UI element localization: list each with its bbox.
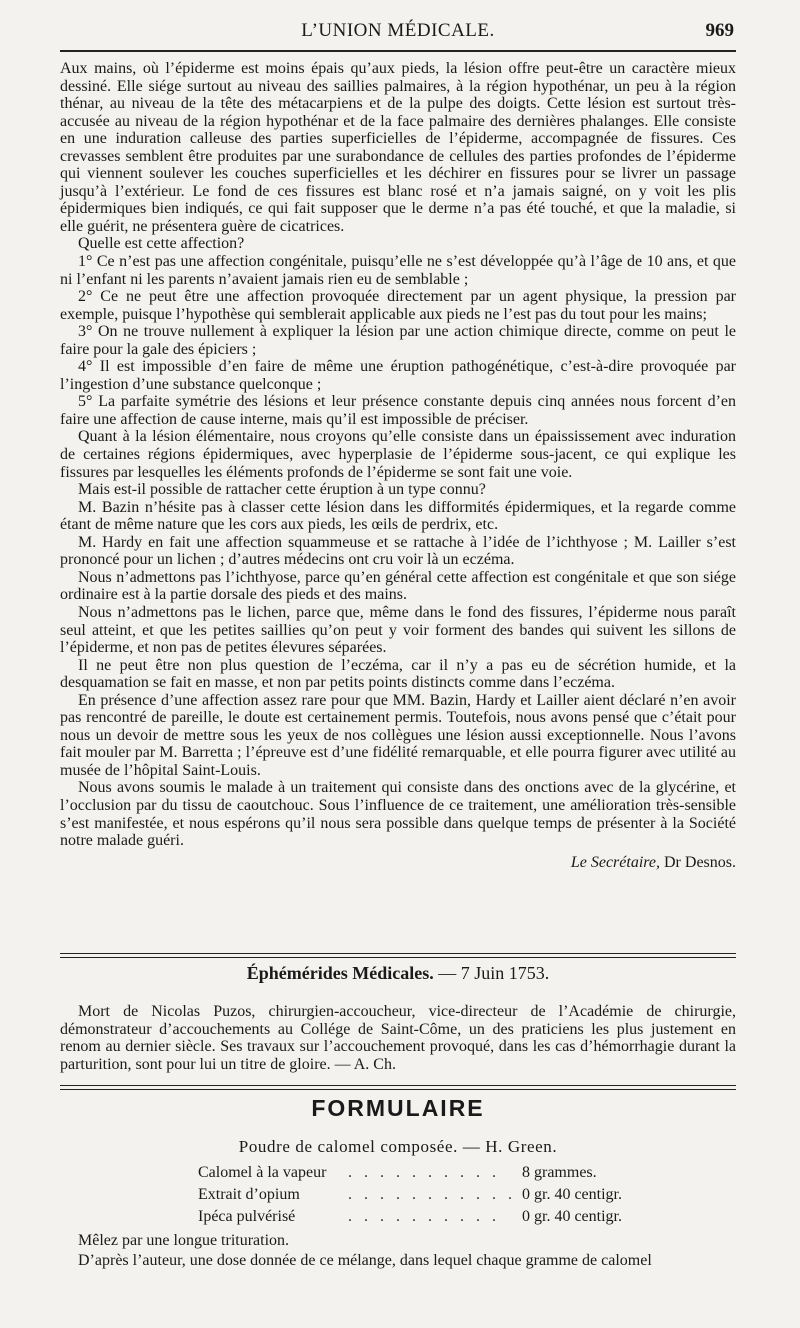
recipe-ingredients (198, 1162, 658, 1228)
ingredient-name: Extrait d’opium (198, 1186, 300, 1203)
leader-dots: . . . . . . . . . . (348, 1208, 500, 1225)
page-number: 969 (705, 20, 734, 41)
formulaire-title: FORMULAIRE (311, 1095, 485, 1121)
article-paragraph: Quant à la lésion élémentaire, nous croyons qu’elle consiste dans un épaississement avec induration de certaines régions épidermiques, avec hyperplasie de l’épiderme sous-jacent, ce qui explique les fissures par lesquelles les éléments profonds de l’épiderme se sont fait une voie. (60, 428, 736, 481)
article-paragraph: 3° On ne trouve nullement à expliquer la lésion par une action chimique directe, comme on peut le faire pour la gale des épiciers ; (60, 323, 736, 358)
ingredient-name: Calomel à la vapeur (198, 1164, 327, 1181)
ingredient-row (198, 1162, 658, 1184)
article-paragraph: Mais est-il possible de rattacher cette éruption à un type connu? (78, 481, 486, 499)
article-paragraph: 1° Ce n’est pas une affection congénitale, puisqu’elle ne s’est développée qu’à l’âge de 10 ans, et que ni l’enfant ni les parents n’avaient jamais rien eu de semblable ; (60, 253, 736, 288)
article-paragraph: En présence d’une affection assez rare pour que MM. Bazin, Hardy et Lailler aient déclaré n’en avoir pas rencontré de pareille, le doute est certainement permis. Toutefois, nous avons pensé que c’était pour nous un devoir de mettre sous les yeux de nos collègues une lésion aussi exceptionnelle. Nous l’avons fait mouler par M. Barretta ; l’épreuve est d’une fidélité remarquable, et elle pourra figurer avec utilité au musée de l’hôpital Saint-Louis. (60, 691, 736, 779)
signature-name: Dr Desnos. (664, 853, 736, 871)
article-paragraph: Aux mains, où l’épiderme est moins épais qu’aux pieds, la lésion offre peut-être un caractère mieux dessiné. Elle siége surtout au niveau des saillies palmaires, à la région hypothénar, un peu à la région thénar, au niveau de la tête des métacarpiens et de la pulpe des doigts. Cette lésion est surtout très-accusée au niveau de la région hypothénar et de la face palmaire des dernières phalanges. Elle consiste en une induration calleuse des parties superficielles de l’épiderme, accompagnée de fissures. Ces crevasses semblent être produites par une surabondance de cellules des parties profondes de l’épiderme qui viennent soulever les couches superficielles et les déchirer en fissures pour se livrer un passage jusqu’à l’extérieur. Le fond de ces fissures est blanc rosé et n’a jamais saigné, on y voit les plis épidermiques bien indiqués, ce qui fait supposer que le derme n’a pas été touché, et que la maladie, si elle guérit, ne présentera guère de cicatrices. (60, 60, 736, 235)
article-paragraph: M. Hardy en fait une affection squammeuse et se rattache à l’idée de l’ichthyose ; M. Lailler s’est prononcé pour un lichen ; d’autres médecins ont cru voir là un eczéma. (60, 533, 736, 569)
ingredient-row (198, 1206, 658, 1228)
signature (60, 854, 736, 872)
recipe-title: Poudre de calomel composée. — H. Green. (238, 1137, 558, 1156)
ephemerides-body (60, 1003, 736, 1073)
article-paragraph: 5° La parfaite symétrie des lésions et leur présence constante depuis cinq années nous forcent d’en faire une affection de cause interne, mais qu’il est impossible de préciser. (60, 393, 736, 428)
ephemerides-paragraph: Mort de Nicolas Puzos, chirurgien-accoucheur, vice-directeur de l’Académie de chirurgie, démonstrateur d’accouchements au Collége de Saint-Côme, un des praticiens les plus justement en renom au dernier siècle. Ses travaux sur l’accouchement provoqué, dans les cas d’hémorrhagie durant la parturition, sont pour lui un titre de gloire. — A. Ch. (60, 1003, 736, 1073)
ingredient-row (198, 1184, 658, 1206)
header-rule (60, 50, 736, 52)
article-paragraph: Quelle est cette affection? (78, 235, 245, 253)
article-paragraph: Nous n’admettons pas l’ichthyose, parce qu’en général cette affection est congénitale et que son siége ordinaire est à la partie dorsale des pieds et des mains. (60, 568, 736, 604)
article-body (60, 60, 736, 871)
ephemerides-date: — 7 Juin 1753. (438, 963, 550, 983)
article-paragraph: Nous n’admettons pas le lichen, parce que, même dans le fond des fissures, l’épiderme nous paraît seul atteint, et que les petites saillies qu’on peut y voir forment des bandes qui suivent les sillons de l’épiderme, et non pas de petites élevures séparées. (60, 603, 736, 657)
ingredient-quantity: 0 gr. 40 centigr. (522, 1208, 622, 1225)
section-rule-bottom (60, 957, 736, 958)
article-paragraph: 2° Ce ne peut être une affection provoquée directement par un agent physique, la pression par exemple, puisque l’hypothèse qui semblerait applicable aux pieds ne l’est pas du tout pour les mains; (60, 288, 736, 323)
ingredient-quantity: 8 grammes. (522, 1164, 597, 1181)
formulaire-rule-top (60, 1085, 736, 1086)
leader-dots: . . . . . . . . . . . (348, 1186, 516, 1203)
ephemerides-heading (60, 963, 736, 984)
formulaire-rule-bottom (60, 1089, 736, 1090)
recipe-note: Mêlez par une longue trituration. (78, 1232, 290, 1249)
section-rule-top (60, 953, 736, 954)
article-paragraph: M. Bazin n’hésite pas à classer cette lésion dans les difformités épidermiques, et la regarde comme étant de même nature que les cors aux pieds, les œils de perdrix, etc. (60, 498, 736, 534)
ingredient-quantity: 0 gr. 40 centigr. (522, 1186, 622, 1203)
article-paragraph: 4° Il est impossible d’en faire de même une éruption pathogénétique, c’est-à-dire provoquée par l’ingestion d’une substance quelconque ; (60, 358, 736, 393)
recipe-notes (60, 1231, 736, 1271)
article-paragraph: Nous avons soumis le malade à un traitement qui consiste dans des onctions avec de la glycérine, et l’occlusion par du tissu de caoutchouc. Sous l’influence de ce traitement, une amélioration très-sensible s’est manifestée, et nous espérons qu’il nous sera possible dans quelque temps de présenter à la Société notre malade guéri. (60, 779, 736, 850)
running-header (58, 14, 738, 48)
signature-role: Le Secrétaire, (570, 853, 660, 871)
recipe-note: D’après l’auteur, une dose donnée de ce mélange, dans lequel chaque gramme de calomel (78, 1252, 652, 1269)
leader-dots: . . . . . . . . . . (348, 1164, 500, 1181)
ephemerides-title: Éphémérides Médicales. (246, 963, 434, 983)
ingredient-name: Ipéca pulvérisé (198, 1208, 296, 1225)
article-paragraph: Il ne peut être non plus question de l’eczéma, car il n’y a pas eu de sécrétion humide, et la desquamation se fait en masse, et non par petits points distincts comme dans l’eczéma. (60, 656, 736, 692)
journal-title: L’UNION MÉDICALE. (301, 20, 495, 41)
